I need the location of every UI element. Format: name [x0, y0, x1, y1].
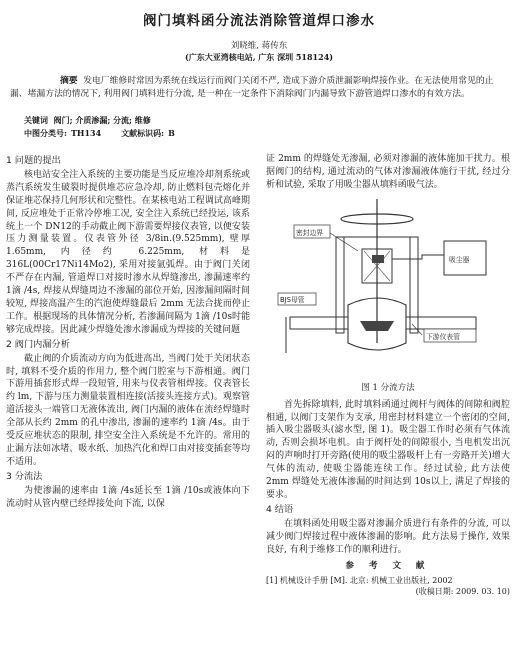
- clc-label: 中图分类号:: [24, 128, 67, 138]
- keywords: [24, 115, 151, 126]
- paper-title: 阀门填料函分流法消除管道焊口渗水: [143, 13, 375, 29]
- clc-value: TH134: [70, 128, 102, 138]
- doc-code-label: 文献标识码:: [121, 128, 165, 138]
- paragraph: 证 2mm 的焊缝处无渗漏, 必须对渗漏的液体施加干扰力。根据阀门的结构, 通过流动的气体对渗漏液体施行干扰, 经过分析和试验, 采取了用吸尘器从填料函吸气法。: [266, 154, 510, 190]
- section-heading: 3 分流法: [6, 470, 43, 482]
- affiliation: (广东大亚湾核电站, 广东 深圳 518124): [184, 52, 334, 62]
- paragraph: 首先拆除填料, 此时填料函通过阀杆与阀体的间隙和阀腔相通, 以阀门支架作为支承, 用密封材料建立一个密闭的空间, 插入吸尘器吸头(滤水型, 图 1)。吸尘器工作时必须有气体流动, 否则会损坏电机。由于阀杆处的间隙很小, 当电机发出沉闷的声响时打开旁路(使用的吸尘器吸杆上有一旁路开关)增大气体的流动, 使吸尘器能连续工作。经过试验, 此方法使 2mm 焊缝处无液体渗漏的时间达到 10s以上, 满足了焊接的要求。: [266, 399, 510, 500]
- paragraph: 在填料函处用吸尘器对渗漏介质进行有条件的分流, 可以减少阀门焊接过程中液体渗漏的影响。此方法易于操作, 效果良好, 有利于维修工作的顺利进行。: [266, 518, 510, 555]
- label-vacuum-cleaner: 吸尘器: [449, 255, 470, 264]
- authors: 刘晓维, 蒋传东: [230, 41, 288, 51]
- paragraph: 截止阀的介质流动方向为低进高出, 当阀门处于关闭状态时, 填料不受介质的作用力, 整个阀门腔室与下游相通。阀门下游用插套形式焊一段短管, 用来与仪表管相焊接。仪表管长约 lm, 下游与压力测量装置相连接(活接头连接方式)。观察管道活接头一端管口无液体流出, 阀门内漏的液体在流经焊缝时全部从长约 2mm 的孔中渗出, 渗漏的速率约 1滴 /4s。由于受反应堆状态的限制, 排空安全注入系统是不允许的。常用的止漏方法如冰堵、吸水纸、加热汽化和焊口由对接变插套等均不适用。: [6, 353, 250, 467]
- received-date: (收稿日期: 2009. 03. 10): [415, 587, 510, 597]
- right-column: [266, 153, 510, 597]
- section-heading: 1 问题的提出: [6, 155, 61, 166]
- abstract-label: 摘要: [60, 76, 78, 86]
- figure-diagram: [266, 193, 510, 379]
- left-column: [6, 153, 250, 510]
- abstract-text: 发电厂维修时常因为系统在线运行而阀门关闭不严, 造成下游介质泄漏影响焊接作业。在无法使用常见的止漏、堵漏方法的情况下, 利用阀门填料进行分流, 是一种在一定条件下消除阀门内漏导致下游管道焊口渗水的有效方法。: [10, 76, 494, 99]
- reference-item: [1] 机械设计手册 [M]. 北京: 机械工业出版社, 2002: [266, 576, 453, 586]
- paragraph: 核电站安全注入系统的主要功能是当反应堆冷却剂系统或蒸汽系统发生破裂时提供堆芯应急冷却, 防止燃料包壳熔化并保证堆芯保持几何形状和完整性。在某核电站工程调试高峰期间, 反应堆处于正常冷停堆工况, 安全注入系统已经投运, 该系统上一个 DN12的手动截止阀下游需要焊接仪表管, 以便安装压力测量装置。仪表管外径 3/8in.(9.525mm), 壁厚 1.65mm, 内径约 6.225mm, 材料是 316L(00Cr17Ni14Mo2), 采用对接氩弧焊。由于阀门关闭不严存在内漏, 管道焊口对接时渗水从焊缝渗出, 渗漏速率约 1滴 /4s, 焊接从焊缝周边不渗漏的部位开始, 因渗漏间隔时间较短, 焊接高温产生的汽泡使焊缝最后 2mm 无法合拢而停止工作。根据现场的具体情况分析, 若渗漏间隔为 1滴 /10s时能够完成焊接。因此减少焊缝处渗水渗漏成为焊接的关键问题: [6, 169, 250, 335]
- abstract: [10, 75, 508, 100]
- section-heading: 2 阀门内漏分析: [6, 338, 70, 350]
- section-heading: 4 结语: [266, 503, 294, 515]
- paragraph: 为使渗漏的速率由 1滴 /4s延长至 1滴 /10s或液体向下流动时从管内壁已经焊接处向下流, 以保: [6, 485, 250, 509]
- classification: [24, 128, 195, 139]
- valve-diagram: [272, 193, 504, 379]
- label-downstream-pipe: 下游仪表管: [426, 332, 460, 341]
- label-seal-boundary: 密封边界: [296, 228, 324, 237]
- keywords-text: 阀门; 介质渗漏; 分流; 维修: [53, 115, 151, 125]
- label-bjs-header: BJS母管: [280, 295, 305, 304]
- figure-caption: 图 1 分流方法: [361, 382, 415, 393]
- keywords-label: 关键词: [24, 115, 48, 125]
- references-heading: 参 考 文 献: [345, 560, 431, 571]
- doc-code-value: B: [168, 128, 175, 138]
